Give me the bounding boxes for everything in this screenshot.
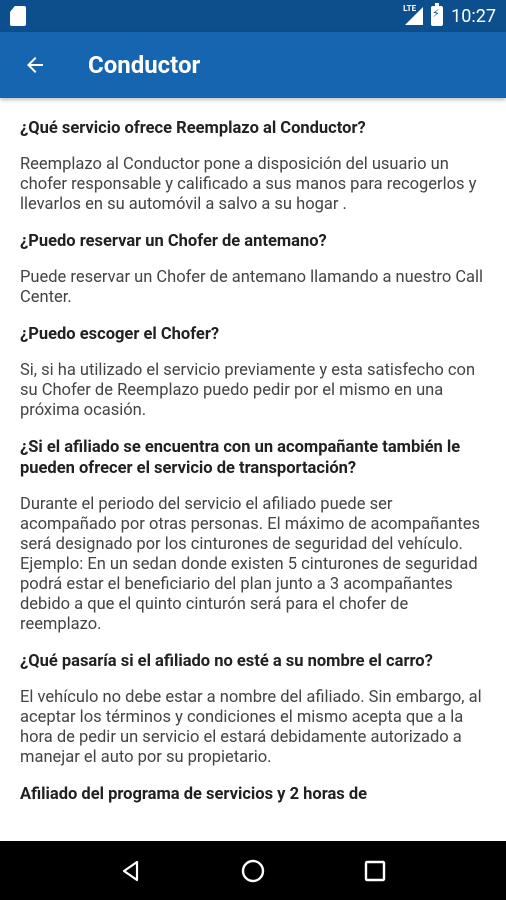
back-button[interactable]: [0, 32, 70, 98]
faq-question: ¿Si el afiliado se encuentra con un acompañante también le pueden ofrecer el servicio de transportación?: [20, 438, 461, 478]
battery-charging-icon: [431, 6, 443, 26]
faq-answer: El vehículo no debe estar a nombre del afiliado. Sin embargo, al aceptar los términos y condiciones el mismo acepta que a la hora de pedir un servicio el estará debidamente autorizado a manejar el auto por su propietario.: [20, 688, 482, 767]
faq-answer: Durante el periodo del servicio el afiliado puede ser acompañado por otras personas. El máximo de acompañantes será designado por los cinturones de seguridad del vehículo. Ejemplo: En un sedan donde existen 5 cinturones de seguridad podrá estar el beneficiario del plan junto a 3 acompañantes debido a que el quinto cinturón será para el chofer de reemplazo.: [20, 495, 481, 634]
status-bar: [0, 0, 506, 32]
nav-back-button[interactable]: [101, 841, 161, 900]
faq-item: [20, 784, 486, 805]
navigation-bar: [0, 841, 506, 900]
faq-item: [20, 118, 486, 215]
faq-answer: Reemplazo al Conductor pone a disposición del usuario un chofer responsable y calificado a sus manos para recogerlos y llevarlos en su automóvil a salvo a su hogar .: [20, 155, 477, 214]
status-time: 10:27: [451, 5, 496, 27]
faq-question: ¿Qué pasaría si el afiliado no esté a su nombre el carro?: [20, 652, 433, 671]
faq-question: ¿Qué servicio ofrece Reemplazo al Conductor?: [20, 119, 366, 138]
faq-question: ¿Puedo escoger el Chofer?: [20, 325, 220, 344]
faq-answer: Si, si ha utilizado el servicio previamente y esta satisfecho con su Chofer de Reemplazo puedo pedir por el mismo en una próxima ocasión.: [20, 361, 476, 420]
triangle-back-icon: [119, 859, 143, 883]
faq-question: ¿Puedo reservar un Chofer de antemano?: [20, 232, 327, 251]
faq-answer: Puede reservar un Chofer de antemano llamando a nuestro Call Center.: [20, 268, 484, 307]
nav-recents-button[interactable]: [345, 841, 405, 900]
faq-question: Afiliado del programa de servicios y 2 horas de: [20, 785, 368, 804]
network-label: LTE: [403, 4, 417, 13]
circle-home-icon: [240, 858, 266, 884]
faq-item: [20, 437, 486, 635]
faq-content[interactable]: [0, 98, 506, 841]
square-recents-icon: [364, 860, 386, 882]
lte-signal-icon: [403, 4, 423, 25]
faq-item: [20, 231, 486, 308]
faq-item: [20, 324, 486, 421]
sd-card-icon: [10, 6, 26, 26]
faq-item: [20, 651, 486, 768]
page-title: Conductor: [88, 51, 201, 79]
arrow-left-icon: [23, 53, 47, 77]
app-bar: [0, 32, 506, 98]
nav-home-button[interactable]: [223, 841, 283, 900]
